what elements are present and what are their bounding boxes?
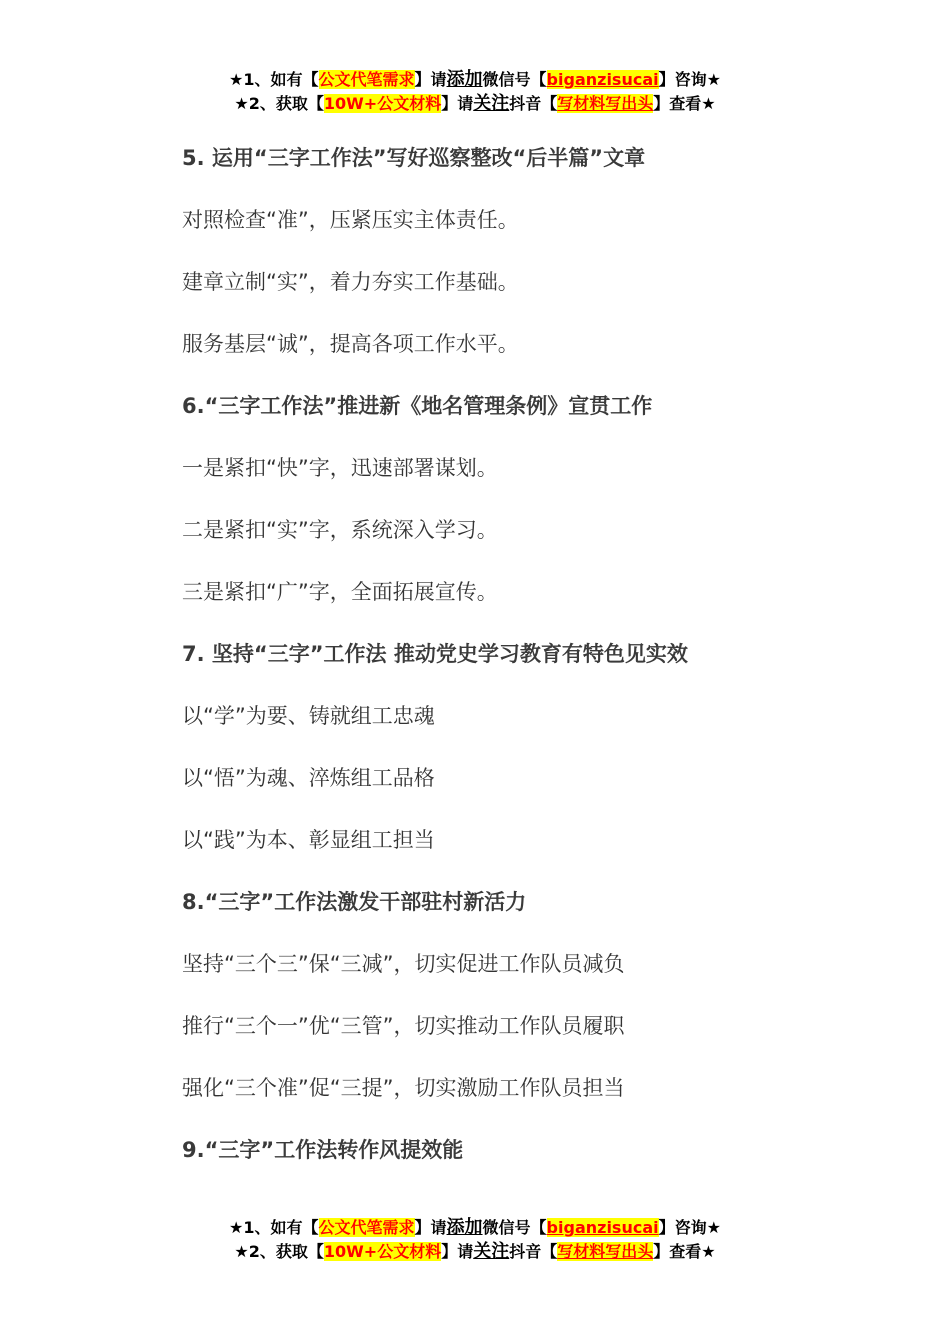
wechat-id[interactable]: biganzisucai bbox=[546, 1218, 659, 1237]
banner-line-1 bbox=[0, 1216, 950, 1240]
banner-text: 微信号【 bbox=[482, 70, 547, 89]
banner-text: 】请 bbox=[441, 1242, 474, 1261]
service-highlight: 公文代笔需求 bbox=[318, 1218, 415, 1237]
banner-text: 】请 bbox=[414, 70, 447, 89]
section-item: 以“悟”为魂、淬炼组工品格 bbox=[182, 766, 435, 790]
service-highlight: 公文代笔需求 bbox=[318, 70, 415, 89]
banner-text: 】咨询★ bbox=[658, 70, 721, 89]
wechat-id[interactable]: biganzisucai bbox=[546, 70, 659, 89]
banner-text: 抖音【 bbox=[509, 1242, 558, 1261]
section-item: 强化“三个准”促“三提”，切实激励工作队员担当 bbox=[182, 1076, 625, 1100]
douyin-account[interactable]: 写材料写出头 bbox=[557, 1242, 654, 1261]
material-highlight: 10W+公文材料 bbox=[323, 94, 442, 113]
banner-text: 】请 bbox=[441, 94, 474, 113]
follow-emphasis: 关注 bbox=[473, 1241, 510, 1262]
section-item: 建章立制“实”，着力夯实工作基础。 bbox=[182, 270, 519, 294]
section-heading: 8.“三字”工作法激发干部驻村新活力 bbox=[182, 890, 527, 914]
banner-text: 】查看★ bbox=[653, 1242, 716, 1261]
add-emphasis: 添加 bbox=[446, 69, 483, 90]
section-heading: 7. 坚持“三字”工作法 推动党史学习教育有特色见实效 bbox=[182, 642, 688, 666]
section-item: 以“践”为本、彰显组工担当 bbox=[182, 828, 435, 852]
banner-text: ★2、获取【 bbox=[234, 94, 324, 113]
banner-text: 抖音【 bbox=[509, 94, 558, 113]
section-heading: 9.“三字”工作法转作风提效能 bbox=[182, 1138, 464, 1162]
banner-text: ★1、如有【 bbox=[229, 70, 319, 89]
section-item: 二是紧扣“实”字，系统深入学习。 bbox=[182, 518, 498, 542]
banner-line-2 bbox=[0, 92, 950, 116]
douyin-account[interactable]: 写材料写出头 bbox=[557, 94, 654, 113]
follow-emphasis: 关注 bbox=[473, 93, 510, 114]
banner-text: ★2、获取【 bbox=[234, 1242, 324, 1261]
material-highlight: 10W+公文材料 bbox=[323, 1242, 442, 1261]
banner-line-2 bbox=[0, 1240, 950, 1264]
banner-text: 】查看★ bbox=[653, 94, 716, 113]
add-emphasis: 添加 bbox=[446, 1217, 483, 1238]
section-item: 对照检查“准”，压紧压实主体责任。 bbox=[182, 208, 519, 232]
banner-text: 】请 bbox=[414, 1218, 447, 1237]
banner-line-1 bbox=[0, 68, 950, 92]
header-banner bbox=[0, 68, 950, 116]
section-item: 一是紧扣“快”字，迅速部署谋划。 bbox=[182, 456, 498, 480]
section-item: 坚持“三个三”保“三减”，切实促进工作队员减负 bbox=[182, 952, 625, 976]
section-item: 服务基层“诚”，提高各项工作水平。 bbox=[182, 332, 519, 356]
section-item: 推行“三个一”优“三管”，切实推动工作队员履职 bbox=[182, 1014, 625, 1038]
section-heading: 5. 运用“三字工作法”写好巡察整改“后半篇”文章 bbox=[182, 146, 646, 170]
banner-text: 】咨询★ bbox=[658, 1218, 721, 1237]
document-body bbox=[182, 126, 862, 1180]
banner-text: 微信号【 bbox=[482, 1218, 547, 1237]
banner-text: ★1、如有【 bbox=[229, 1218, 319, 1237]
section-item: 三是紧扣“广”字，全面拓展宣传。 bbox=[182, 580, 498, 604]
section-heading: 6.“三字工作法”推进新《地名管理条例》宣贯工作 bbox=[182, 394, 653, 418]
footer-banner bbox=[0, 1216, 950, 1264]
section-item: 以“学”为要、铸就组工忠魂 bbox=[182, 704, 435, 728]
